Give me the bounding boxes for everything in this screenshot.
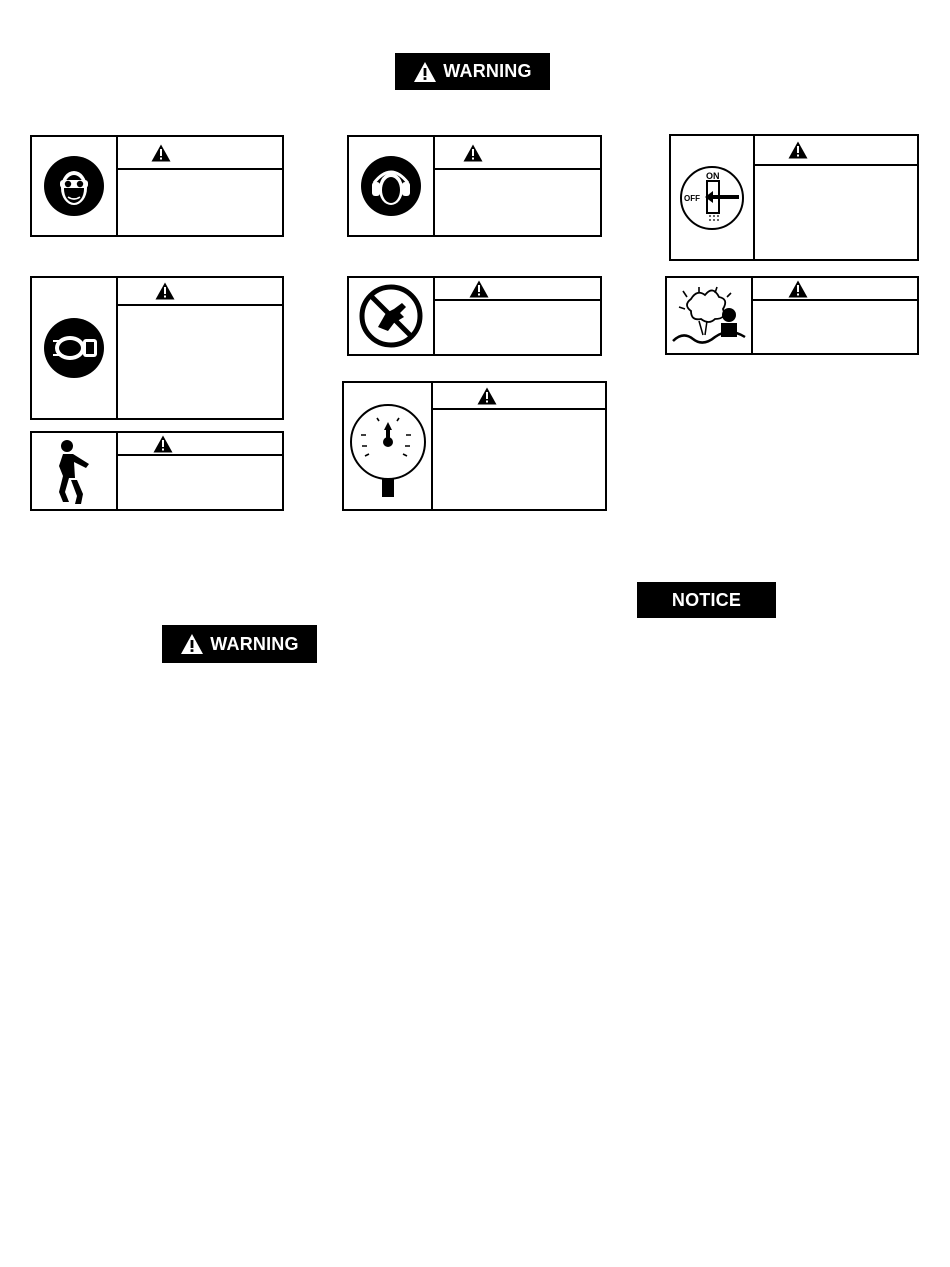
lower-warning-banner <box>162 625 317 663</box>
safety-label-pressure-gauge <box>342 381 607 511</box>
warning-triangle-icon <box>413 61 437 83</box>
top-warning-banner <box>395 53 550 90</box>
warning-triangle-icon <box>788 280 808 298</box>
warning-triangle-icon <box>155 282 175 300</box>
pictogram-cell <box>32 278 118 418</box>
safety-label-disconnect-power <box>669 134 919 261</box>
power-switch-off-icon <box>679 165 745 231</box>
pictogram-cell <box>32 433 118 509</box>
warning-triangle-icon <box>153 435 173 453</box>
person-lifting-icon <box>49 436 99 506</box>
label-header <box>755 136 917 166</box>
lower-warning-label: WARNING <box>210 633 299 654</box>
warning-triangle-icon <box>469 280 489 298</box>
warning-triangle-icon <box>151 144 171 162</box>
safety-label-eye-protection <box>30 135 284 237</box>
pictogram-cell <box>349 278 435 354</box>
safety-label-explosion-hazard <box>665 276 919 355</box>
notice-banner <box>637 582 776 618</box>
top-warning-label: WARNING <box>443 61 532 81</box>
safety-label-lifting-hazard <box>30 431 284 511</box>
safety-label-respiratory-protection <box>30 276 284 420</box>
respirator-mask-icon <box>43 317 105 379</box>
pictogram-cell <box>671 136 755 259</box>
safety-label-hearing-protection <box>347 135 602 237</box>
label-header <box>118 433 282 456</box>
label-header <box>433 383 605 410</box>
pictogram-cell <box>344 383 433 509</box>
pictogram-cell <box>667 278 753 353</box>
label-header <box>435 278 600 301</box>
warning-triangle-icon <box>180 633 204 655</box>
warning-triangle-icon <box>477 387 497 405</box>
ear-muffs-icon <box>360 155 422 217</box>
no-touch-hand-icon <box>358 283 424 349</box>
warning-triangle-icon <box>463 144 483 162</box>
label-header <box>118 278 282 306</box>
explosion-hazard-icon <box>669 281 749 351</box>
svg-text:ON: ON <box>706 170 720 181</box>
pictogram-cell <box>32 137 118 235</box>
label-header <box>118 137 282 170</box>
safety-goggles-icon <box>43 155 105 217</box>
pictogram-cell <box>349 137 435 235</box>
svg-text:OFF: OFF <box>684 193 700 203</box>
pressure-gauge-icon <box>347 390 429 502</box>
safety-label-do-not-touch <box>347 276 602 356</box>
warning-triangle-icon <box>788 141 808 159</box>
label-header <box>753 278 917 301</box>
notice-label: NOTICE <box>671 589 742 610</box>
label-header <box>435 137 600 170</box>
